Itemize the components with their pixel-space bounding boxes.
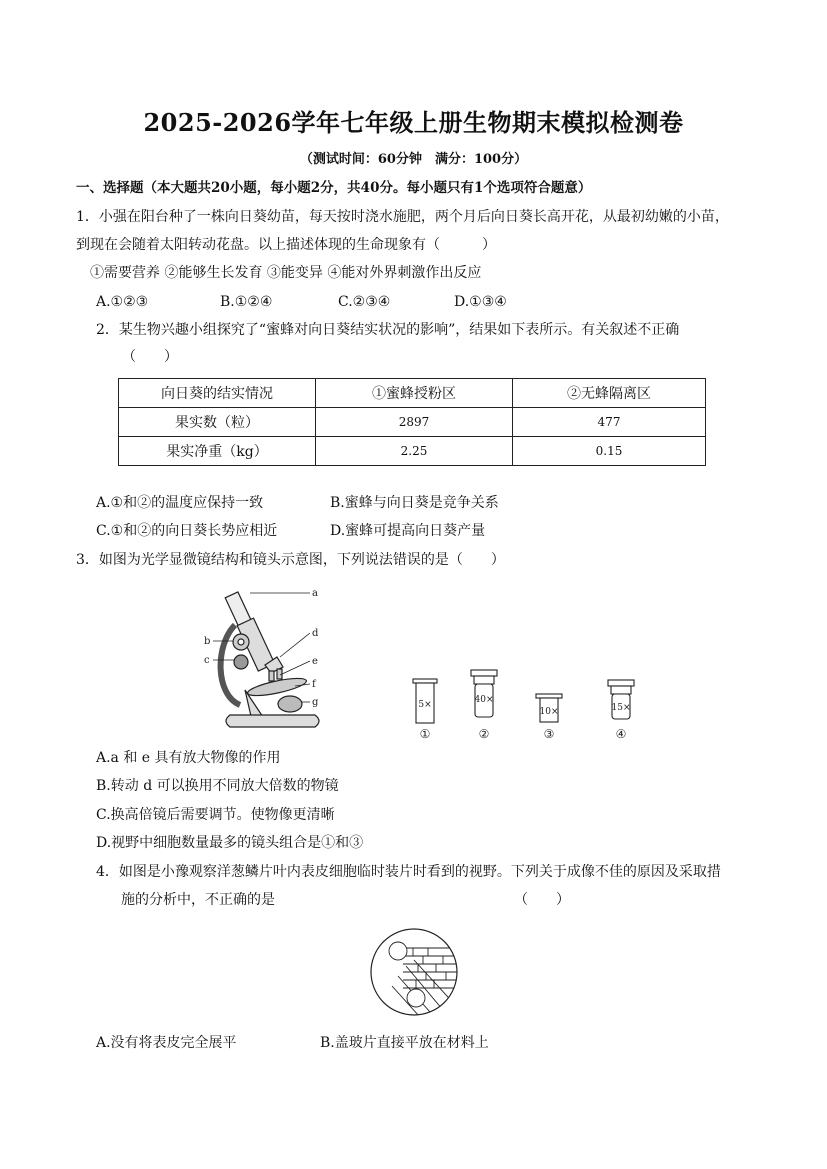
table-header: ①蜜蜂授粉区 [316, 379, 513, 408]
table-row [119, 408, 706, 437]
results-table [118, 378, 706, 466]
table-header: ②无蜂隔离区 [513, 379, 706, 408]
label-b: b [204, 636, 211, 647]
q4-stem-line2: 施的分析中，不正确的是 [121, 892, 275, 908]
lens-mag: 40× [474, 695, 494, 705]
table-header-row [119, 379, 706, 408]
q2-stem-line2: （ ） [122, 349, 178, 365]
q2-option-b: B.蜜蜂与向日葵是竞争关系 [330, 495, 499, 511]
objective-lens-4 [608, 680, 634, 719]
field-of-view-diagram [368, 926, 460, 1018]
table-cell: 2.25 [316, 437, 513, 466]
objective-lens-2 [471, 670, 497, 717]
q2-option-c: C.①和②的向日葵长势应相近 [96, 523, 278, 539]
q3-stem: 3．如图为光学显微镜结构和镜头示意图，下列说法错误的是（ ） [76, 552, 505, 568]
q1-items: ①需要营养 ②能够生长发育 ③能变异 ④能对外界刺激作出反应 [90, 265, 482, 281]
q1-stem-line2: 到现在会随着太阳转动花盘。以上描述体现的生命现象有（ ） [76, 237, 496, 253]
table-cell: 2897 [316, 408, 513, 437]
q3-option-c: C.换高倍镜后需要调节。使物像更清晰 [96, 807, 335, 823]
label-g: g [312, 697, 319, 708]
table-cell: 果实数（粒） [119, 408, 316, 437]
lens-diagram [400, 664, 650, 744]
label-a: a [312, 588, 318, 599]
lens-mag: 5× [418, 700, 432, 710]
lens-mag: 10× [539, 707, 559, 717]
q2-stem-line1: 2．某生物兴趣小组探究了“蜜蜂对向日葵结实状况的影响”，结果如下表所示。有关叙述不正确 [96, 322, 680, 338]
q4-option-a: A.没有将表皮完全展平 [96, 1035, 237, 1051]
q3-option-d: D.视野中细胞数量最多的镜头组合是①和③ [96, 835, 364, 851]
q1-option-b: B.①②④ [220, 294, 273, 310]
q4-option-b: B.盖玻片直接平放在材料上 [320, 1035, 489, 1051]
page-title: 2025-2026学年七年级上册生物期末模拟检测卷 [143, 108, 684, 137]
table-header: 向日葵的结实情况 [119, 379, 316, 408]
table-cell: 477 [513, 408, 706, 437]
q2-option-d: D.蜜蜂可提高向日葵产量 [330, 523, 486, 539]
microscope-diagram [195, 585, 330, 740]
q1-stem-line1: 1．小强在阳台种了一株向日葵幼苗，每天按时浇水施肥，两个月后向日葵长高开花，从最初幼嫩的小苗， [76, 209, 729, 225]
table-cell: 0.15 [513, 437, 706, 466]
label-f: f [312, 679, 316, 690]
label-d: d [312, 628, 319, 639]
q1-option-a: A.①②③ [96, 294, 149, 310]
table-row [119, 437, 706, 466]
label-c: c [204, 655, 210, 666]
q1-option-c: C.②③④ [338, 294, 391, 310]
table-cell: 果实净重（kg） [119, 437, 316, 466]
q4-stem-line1: 4．如图是小豫观察洋葱鳞片叶内表皮细胞临时装片时看到的视野。下列关于成像不佳的原因及采取措 [96, 864, 721, 880]
section-heading: 一、选择题（本大题共20小题，每小题2分，共40分。每小题只有1个选项符合题意） [76, 180, 592, 196]
label-e: e [312, 656, 318, 667]
q2-option-a: A.①和②的温度应保持一致 [96, 495, 264, 511]
lens-number: ④ [615, 727, 627, 741]
lens-number: ① [419, 727, 431, 741]
lens-number: ② [478, 727, 490, 741]
q3-option-a: A.a 和 e 具有放大物像的作用 [96, 750, 281, 766]
exam-info: （测试时间：60分钟 满分：100分） [299, 152, 528, 167]
lens-number: ③ [543, 727, 555, 741]
q3-option-b: B.转动 d 可以换用不同放大倍数的物镜 [96, 778, 339, 794]
q4-answer-paren: （ ） [514, 892, 570, 908]
lens-mag: 15× [611, 703, 631, 713]
q1-option-d: D.①③④ [454, 294, 507, 310]
